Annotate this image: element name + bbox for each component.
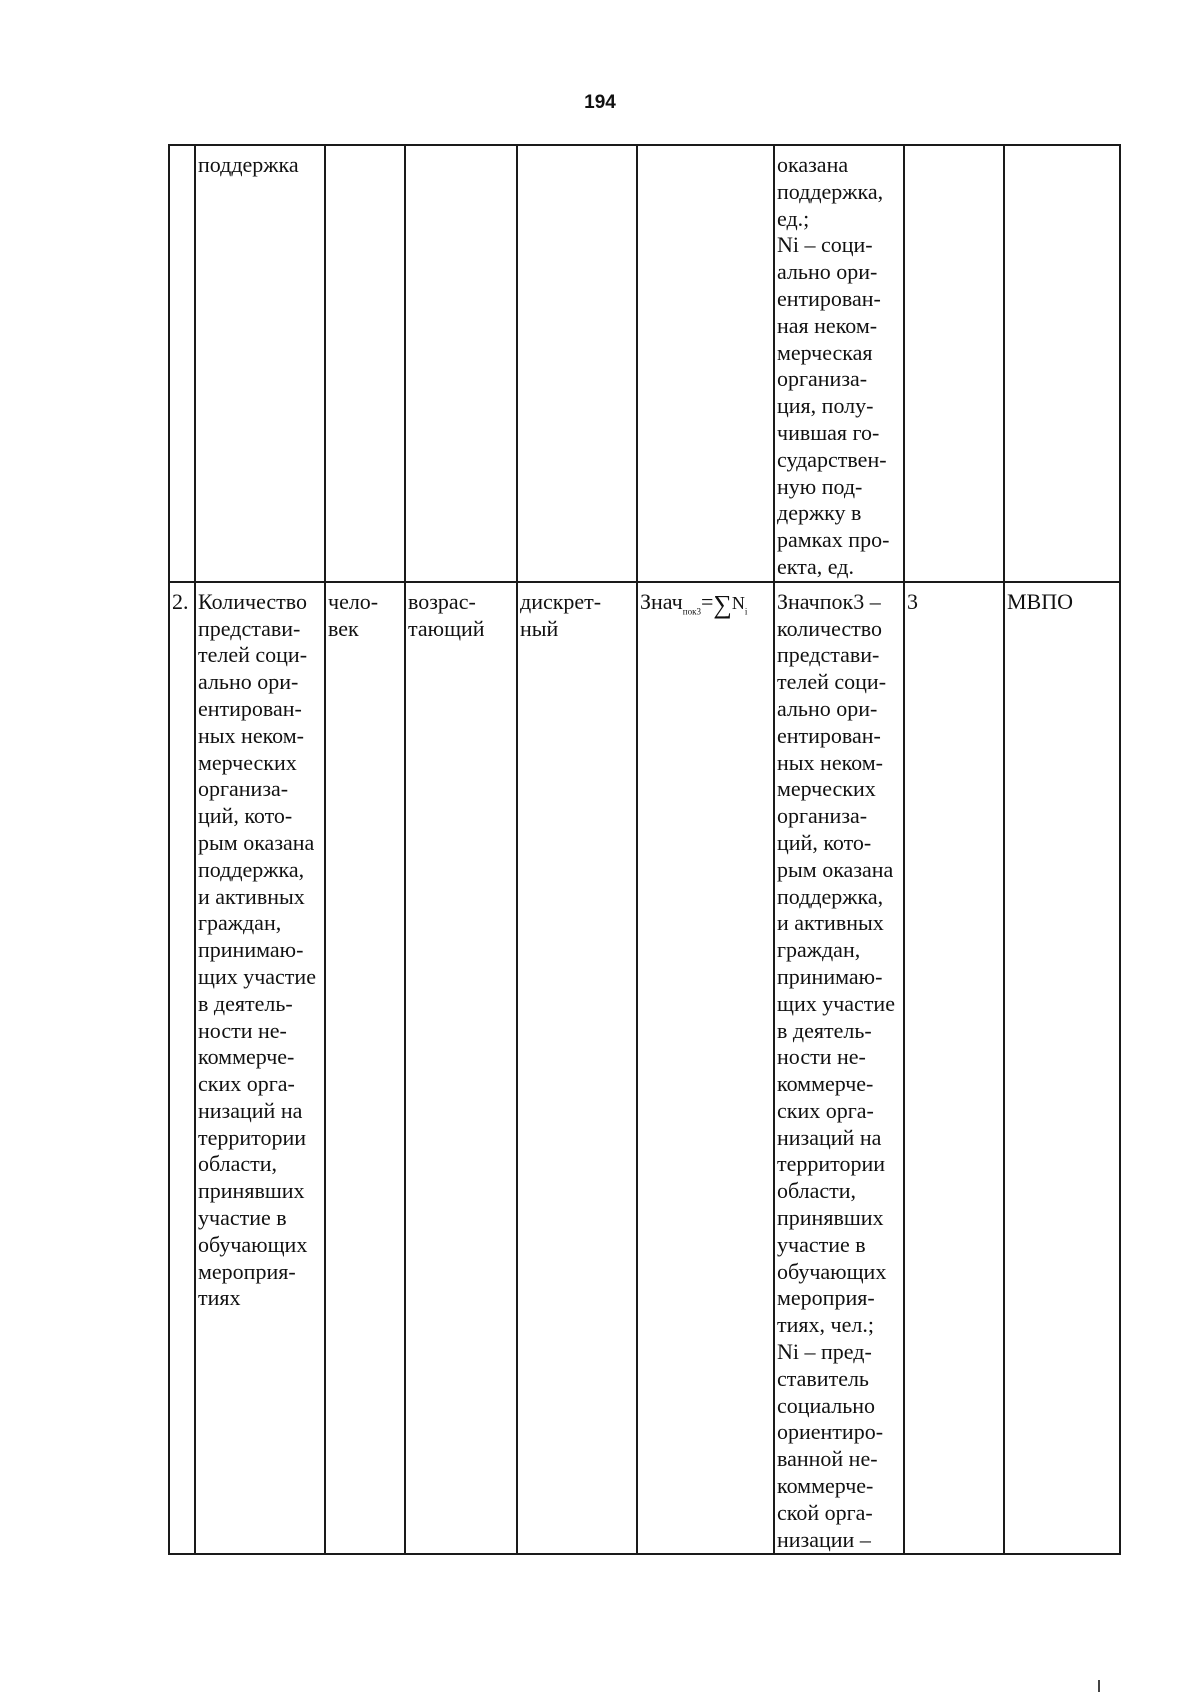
cell-value bbox=[904, 145, 1004, 582]
cell-indicator-name: Количество представи- телей соци- ально ори- ентирован- ных неком- мерческих организа- ций, кото- рым оказана поддержка, и активных граждан, принимаю- щих участие в деятель- ности не- коммерче- ских орга- низаций на территории области, принявших участие в обучающих мероприя- тиях bbox=[195, 582, 325, 1555]
table-row-2 bbox=[169, 582, 1120, 1555]
sum-symbol: ∑ bbox=[713, 589, 732, 619]
cell-value: 3 bbox=[904, 582, 1004, 1555]
formula-equals: = bbox=[700, 588, 714, 614]
table-row-continuation bbox=[169, 145, 1120, 582]
cell-description: оказана поддержка, ед.; Ni – соци- ально ори- ентирован- ная неком- мерческая организа- ция, полу- чившая го- сударствен- ную под- держку в рамках про- екта, ед. bbox=[774, 145, 904, 582]
formula-rhs-subscript: i bbox=[744, 606, 748, 617]
cell-dynamics bbox=[405, 145, 517, 582]
cell-type bbox=[517, 145, 637, 582]
formula-rhs: N bbox=[731, 592, 745, 613]
cell-number: 2. bbox=[169, 582, 195, 1555]
indicator-table bbox=[168, 144, 1121, 1555]
cell-number bbox=[169, 145, 195, 582]
page-number: 194 bbox=[584, 92, 616, 113]
cell-formula bbox=[637, 145, 774, 582]
formula-lhs-subscript: пок3 bbox=[682, 606, 701, 617]
cell-unit: чело- век bbox=[325, 582, 405, 1555]
cell-responsible bbox=[1004, 145, 1120, 582]
formula-lhs: Знач bbox=[640, 588, 683, 614]
cell-type: дискрет- ный bbox=[517, 582, 637, 1555]
cell-unit bbox=[325, 145, 405, 582]
cell-indicator-name: поддержка bbox=[195, 145, 325, 582]
margin-mark bbox=[1098, 1680, 1100, 1692]
cell-responsible: МВПО bbox=[1004, 582, 1120, 1555]
cell-description: Значпок3 – количество представи- телей соци- ально ори- ентирован- ных неком- мерческих организа- ций, кото- рым оказана поддержка, и активных граждан, принимаю- щих участие в деятель- ности не- коммерче- ских орга- низаций на территории области, принявших участие в обучающих мероприя- тиях, чел.; Ni – пред- ставитель социально ориентиро- ванной не- коммерче- ской орга- низации – bbox=[774, 582, 904, 1555]
cell-formula bbox=[637, 582, 774, 1555]
cell-dynamics: возрас- тающий bbox=[405, 582, 517, 1555]
